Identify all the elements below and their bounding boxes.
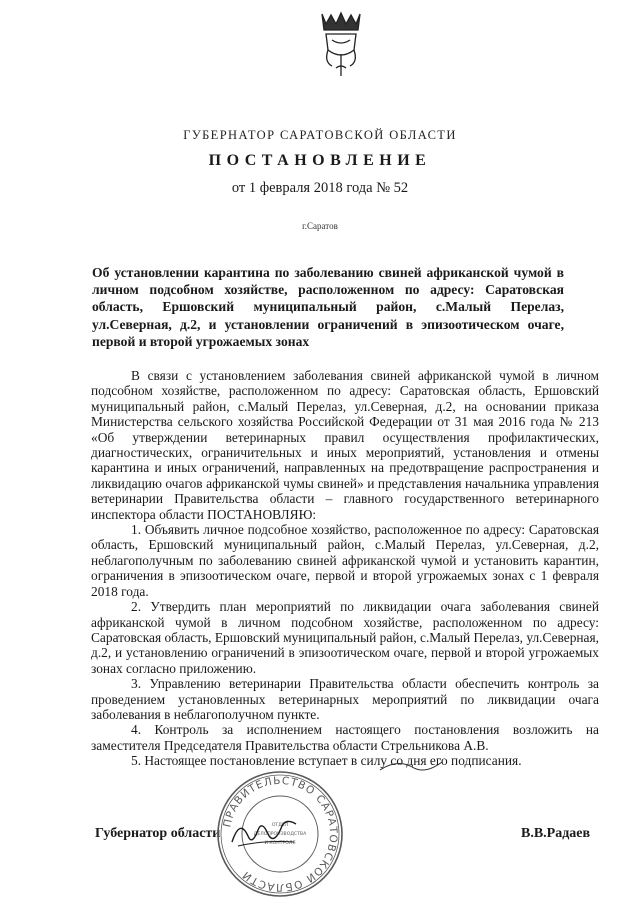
seal-inner-line-3: И КОНТРОЛЯ: [264, 841, 296, 846]
document-subject: Об установлении карантина по заболеванию свиней африканской чумой в личном подсобном хозяйстве, расположенном по адресу: Саратовская область, Ершовский муниципальный район, с.Малый Перелаз, ул.Северная, д.2, и установлении ограничений в эпизоотическом очаге, первой и второй угрожаемых зонах: [92, 265, 564, 349]
document-type: ПОСТАНОВЛЕНИЕ: [208, 152, 432, 169]
issue-city: г.Саратов: [302, 221, 338, 231]
document-date-number: от 1 февраля 2018 года № 52: [231, 180, 409, 196]
seal-ring-text: ПРАВИТЕЛЬСТВО САРАТОВСКОЙ ОБЛАСТИ: [221, 774, 340, 894]
issuing-authority: ГУБЕРНАТОР САРАТОВСКОЙ ОБЛАСТИ: [183, 128, 457, 142]
coat-of-arms-icon: [318, 10, 364, 80]
signatory-name: В.В.Радаев: [521, 826, 591, 841]
seal-inner-line-2: ДЕЛОПРОИЗВОДСТВА: [253, 832, 307, 837]
item-3-paragraph: 3. Управлению ветеринарии Правительства области обеспечить контроль за проведением установленных ветеринарных мероприятий по ликвидации очага заболевания в неблагополучном пункте.: [91, 676, 599, 722]
handwritten-signature-icon: [228, 812, 300, 852]
seal-inner-line-1: ОТДЕЛ: [271, 823, 289, 828]
preamble-paragraph: В связи с установлением заболевания свиней африканской чумой в личном подсобном хозяйстве, расположенном по адресу: Саратовская область, Ершовский муниципальный район, с.Малый Перелаз, ул.Северная, д.2, на основании приказа Министерства сельского хозяйства Российской Федерации от 31 мая 2016 года № 213 «Об утверждении ветеринарных правил осуществления профилактических, диагностических, ограничительных и иных мероприятий, установления и отмены карантина и иных ограничений, направленных на предотвращение распространения и ликвидацию очагов африканской чумы свиней» и представления начальника управления ветеринарии Правительства области – главного государственного ветеринарного инспектора области ПОСТАНОВЛЯЮ:: [91, 368, 599, 522]
signatory-title: Губернатор области: [95, 826, 221, 841]
item-2-paragraph: 2. Утвердить план мероприятий по ликвидации очага заболевания свиней африканской чумой в личном подсобном хозяйстве, расположенном по адресу: Саратовская область, Ершовский муниципальный район, с.Малый Перелаз, ул.Северная, д.2, и установлению ограничений в эпизоотическом очаге, первой и второй угрожаемых зонах согласно приложению.: [91, 599, 600, 676]
item-1-paragraph: 1. Объявить личное подсобное хозяйство, расположенное по адресу: Саратовская область, Ершовский муниципальный район, с.Малый Перелаз, ул.Северная, д.2, неблагополучным по заболеванию свиней африканской чумой и установить карантин, ограничения в эпизоотическом очаге, первой и второй угрожаемых зонах с 1 февраля 2018 года.: [91, 522, 599, 599]
document-body: [91, 368, 599, 769]
handwritten-mark-icon: [378, 754, 448, 778]
item-5-paragraph: 5. Настоящее постановление вступает в силу со дня его подписания.: [131, 753, 522, 769]
item-4-paragraph: 4. Контроль за исполнением настоящего постановления возложить на заместителя Председателя Правительства области Стрельникова А.В.: [91, 722, 599, 753]
